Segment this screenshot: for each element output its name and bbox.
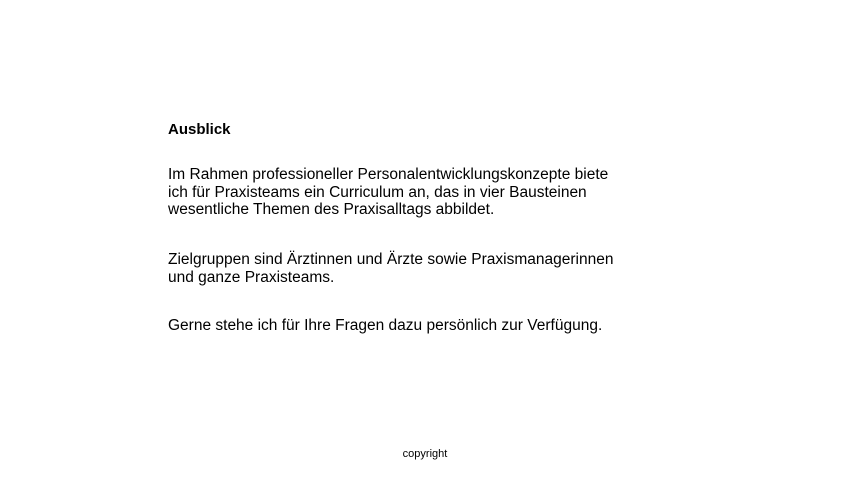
paragraph-contact: Gerne stehe ich für Ihre Fragen dazu persönlich zur Verfügung. <box>168 317 603 334</box>
paragraph-curriculum: Im Rahmen professioneller Personalentwicklungskonzepte biete ich für Praxisteams ein Curriculum an, das in vier Bausteinen wesentliche Themen des Praxisalltags abbildet. <box>168 166 609 218</box>
paragraph-target-groups: Zielgruppen sind Ärztinnen und Ärzte sowie Praxismanagerinnen und ganze Praxisteams. <box>168 251 614 286</box>
copyright-footer: copyright <box>402 448 448 460</box>
slide-heading: Ausblick <box>168 121 231 138</box>
